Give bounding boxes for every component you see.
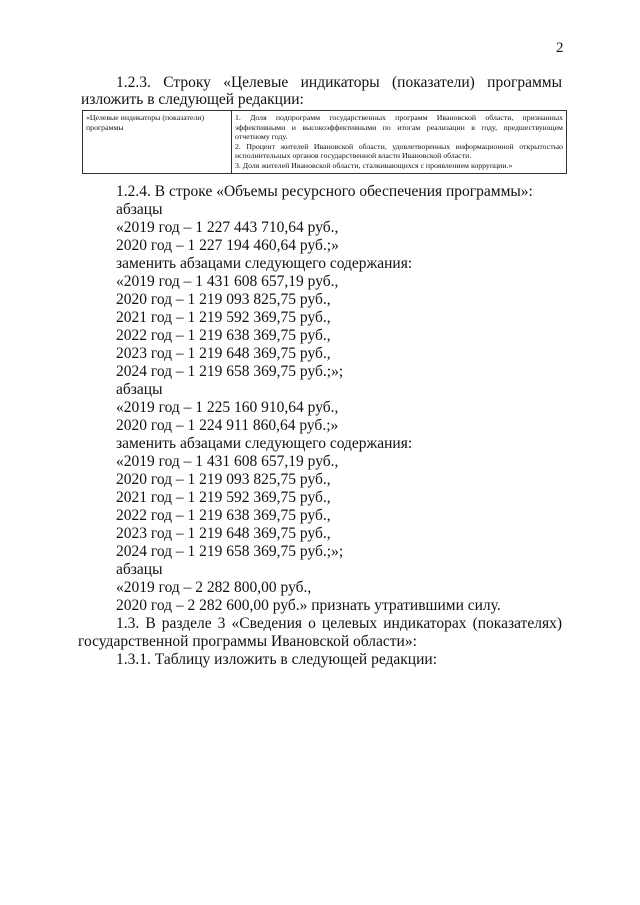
- section-1-3-line-1: 1.3. В разделе 3 «Сведения о целевых индикаторах (показателях): [116, 615, 562, 632]
- line-new-2020-a: 2020 год – 1 219 093 825,75 руб.,: [116, 291, 331, 308]
- indicator-item-1: 1. Доля подпрограмм государственных программ Ивановской области, признанных эффективными и высокоэффективными по итогам реализации в году, предшествующем отчетному году.: [235, 113, 563, 142]
- line-new-2024-a: 2024 год – 1 219 658 369,75 руб.;»;: [116, 363, 344, 380]
- indicator-item-3: 3. Доля жителей Ивановской области, сталкивающихся с проявлением коррупции.»: [235, 160, 513, 170]
- intro-line-1: 1.2.3. Строку «Целевые индикаторы (показатели) программы: [116, 74, 562, 91]
- line-replace-1: заменить абзацами следующего содержания:: [116, 255, 413, 272]
- line-new-2019-b: «2019 год – 1 431 608 657,19 руб.,: [116, 453, 339, 470]
- indicator-table: [82, 110, 567, 174]
- line-new-2021-b: 2021 год – 1 219 592 369,75 руб.,: [116, 489, 331, 506]
- line-old-2019-a: «2019 год – 1 227 443 710,64 руб.,: [116, 219, 339, 236]
- line-new-2021-a: 2021 год – 1 219 592 369,75 руб.,: [116, 309, 331, 326]
- indicator-table-label: «Целевые индикаторы (показатели) программы: [83, 111, 232, 174]
- section-1-3-1: 1.3.1. Таблицу изложить в следующей редакции:: [116, 651, 437, 668]
- line-new-2022-b: 2022 год – 1 219 638 369,75 руб.,: [116, 507, 331, 524]
- section-1-3-line-2: государственной программы Ивановской области»:: [78, 633, 417, 650]
- line-abzacy-3: абзацы: [116, 561, 163, 578]
- line-new-2024-b: 2024 год – 1 219 658 369,75 руб.;»;: [116, 543, 344, 560]
- indicator-table-row: [83, 111, 567, 174]
- line-old-2020-c: 2020 год – 2 282 600,00 руб.» признать утратившими силу.: [116, 597, 501, 614]
- page-number: 2: [556, 40, 564, 56]
- indicator-table-items: [232, 111, 567, 174]
- intro-line-2: изложить в следующей редакции:: [81, 91, 304, 108]
- line-1-2-4: 1.2.4. В строке «Объемы ресурсного обеспечения программы»:: [116, 183, 533, 200]
- line-new-2023-a: 2023 год – 1 219 648 369,75 руб.,: [116, 345, 331, 362]
- line-old-2019-b: «2019 год – 1 225 160 910,64 руб.,: [116, 399, 339, 416]
- line-new-2023-b: 2023 год – 1 219 648 369,75 руб.,: [116, 525, 331, 542]
- indicator-item-2: 2. Процент жителей Ивановской области, удовлетворенных информационной открытостью исполнительных органов государственной власти Ивановской области.: [235, 141, 563, 161]
- line-old-2020-a: 2020 год – 1 227 194 460,64 руб.;»: [116, 237, 339, 254]
- line-new-2022-a: 2022 год – 1 219 638 369,75 руб.,: [116, 327, 331, 344]
- line-new-2019-a: «2019 год – 1 431 608 657,19 руб.,: [116, 273, 339, 290]
- line-old-2020-b: 2020 год – 1 224 911 860,64 руб.;»: [116, 417, 339, 434]
- line-replace-2: заменить абзацами следующего содержания:: [116, 435, 413, 452]
- line-abzacy-1: абзацы: [116, 201, 163, 218]
- line-old-2019-c: «2019 год – 2 282 800,00 руб.,: [116, 579, 312, 596]
- line-abzacy-2: абзацы: [116, 381, 163, 398]
- line-new-2020-b: 2020 год – 1 219 093 825,75 руб.,: [116, 471, 331, 488]
